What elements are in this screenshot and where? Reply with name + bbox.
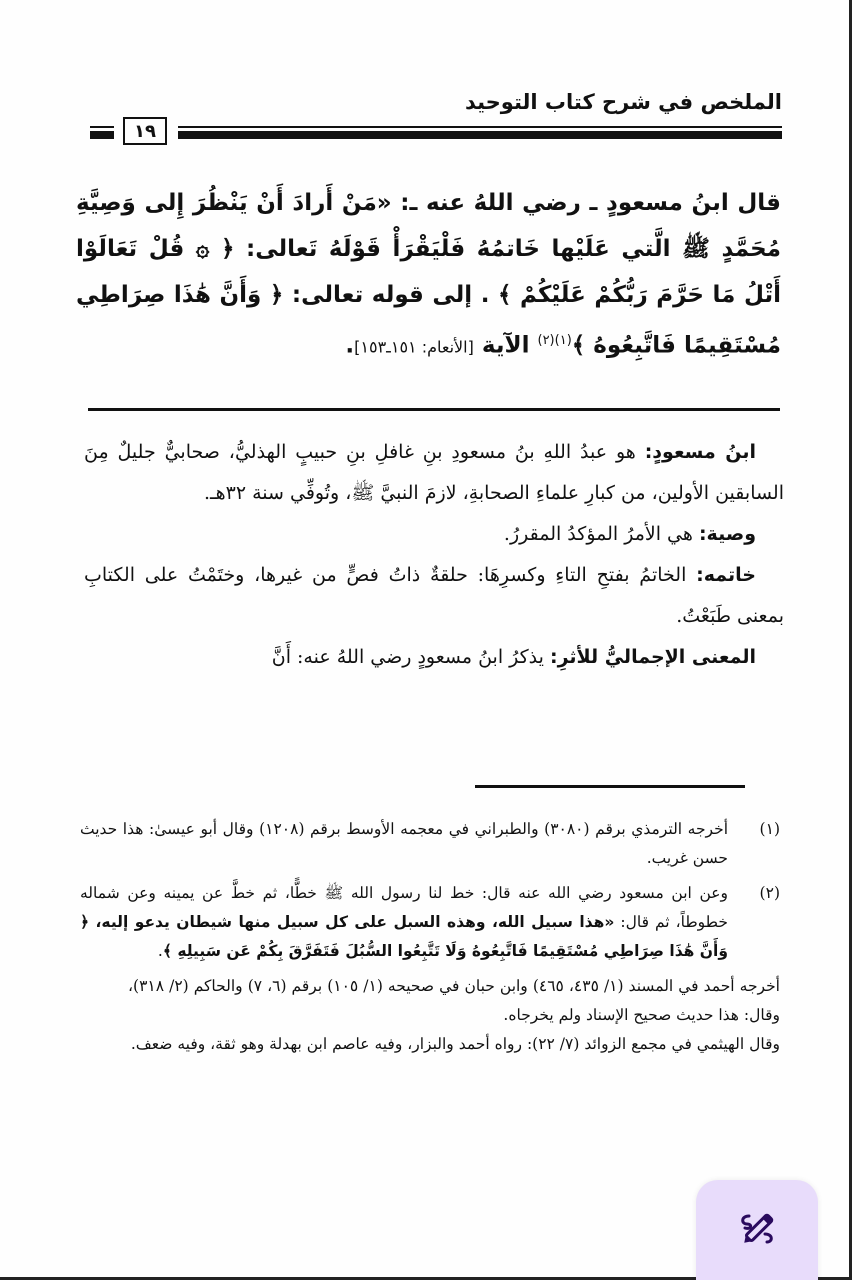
definition-item [84,432,784,514]
main-paragraph [76,180,781,371]
definition-text: يذكرُ ابنُ مسعودٍ رضي اللهُ عنه: أَنَّ [271,646,550,668]
verse-reference: [الأنعام: ١٥١ـ١٥٣] [354,337,474,357]
footnotes-section [80,815,780,1059]
footnote-number: (١) [759,820,780,838]
main-paragraph-ayah-label: الآية [473,332,538,359]
footnote-reference[interactable]: (١)(٢) [537,333,572,348]
page-number: ١٩ [123,117,167,145]
pen-squiggle-icon [735,1208,779,1252]
definition-term: وصية: [698,523,756,545]
header-rule [178,124,782,140]
annotate-fab-button[interactable] [696,1180,818,1280]
header-rule-stub [90,124,114,140]
footnote-text-end: . [157,942,163,960]
definition-text: هو عبدُ اللهِ بنُ مسعودِ بنِ غافلِ بنِ حبيبٍ الهذليُّ، صحابيٌّ جليلٌ مِنَ السابقين الأولين، من كبارِ علماءِ الصحابةِ، لازمَ النبيَّ ﷺ، وتُوفِّي سنة ٣٢هـ. [84,441,784,504]
footnote-2 [80,879,780,966]
definition-term: المعنى الإجماليُّ للأثرِ: [549,646,756,668]
section-divider [88,408,780,411]
definition-item [84,555,784,637]
footnote-text: وعن ابن مسعود رضي الله عنه قال: خط لنا رسول الله ﷺ خطًّا، ثم خطَّ عن يمينه وعن شماله خطوطاً، ثم قال: [80,884,728,931]
definitions-section [84,432,784,678]
definition-item [84,514,784,555]
footnote-number: (٢) [759,884,780,902]
footnote-1 [80,815,780,873]
main-paragraph-end: . [345,332,355,359]
definition-text: الخاتمُ بفتحِ التاءِ وكسرِهَا: حلقةٌ ذاتُ فصٍّ من غيرها، وختَمْتُ على الكتابِ بمعنى طَبَعْتُ. [84,564,784,627]
footnote-2-haythami: وقال الهيثمي في مجمع الزوائد (٧/ ٢٢): رواه أحمد والبزار، وفيه عاصم ابن بهدلة وهو ثقة، وفيه ضعف. [130,1035,780,1053]
footnote-hadith-quote: «هذا سبيل الله، وهذه السبل على كل سبيل منها شيطان يدعو إليه، ﴿ وَأَنَّ هَٰذَا صِرَاطِي مُسْتَقِيمًا فَاتَّبِعُوهُ وَلَا تَتَّبِعُوا السُّبُلَ فَتَفَرَّقَ بِكُمْ عَن سَبِيلِهِ ﴾ [80,913,728,960]
definition-text: هي الأمرُ المؤكدُ المقررُ. [503,523,699,545]
definition-item [84,637,784,678]
definition-term: خاتمه: [696,564,756,586]
footnote-text: أخرجه الترمذي برقم (٣٠٨٠) والطبراني في معجمه الأوسط برقم (١٢٠٨) وقال أبو عيسىٰ: هذا حديث حسن غريب. [80,820,728,867]
main-paragraph-text: قال ابنُ مسعودٍ ـ رضي اللهُ عنه ـ: «مَنْ أَرادَ أَنْ يَنْظُرَ إِلى وَصِيَّةِ مُحَمَّدٍ ﷺ الَّتي عَلَيْها خَاتمُهُ فَلْيَقْرَأْ قَوْلَهُ تَعالى: ﴿ ۞ قُلْ تَعَالَوْا أَتْلُ مَا حَرَّمَ رَبُّكُمْ عَلَيْكُمْ ﴾ . إلى قوله تعالى: ﴿ وَأَنَّ هَٰذَا صِرَاطِي مُسْتَقِيمًا فَاتَّبِعُوهُ ﴾ [76,190,781,359]
running-title: الملخص في شرح كتاب التوحيد [464,90,782,114]
footnote-2-takhrij: أخرجه أحمد في المسند (١/ ٤٣٥، ٤٦٥) وابن حبان في صحيحه (١/ ١٠٥) برقم (٦، ٧) والحاكم (٢/ ٣١٨)، وقال: هذا حديث صحيح الإسناد ولم يخرجاه. [128,977,780,1024]
definition-term: ابنُ مسعودٍ: [644,441,756,463]
footnote-separator [475,785,745,788]
